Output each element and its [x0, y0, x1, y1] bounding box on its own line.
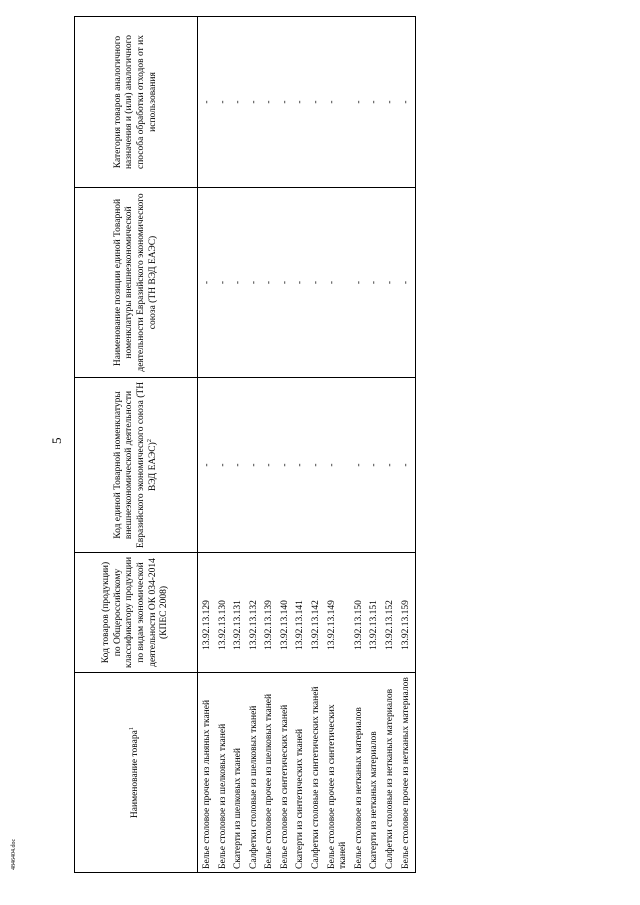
okpd-code-cell: 13.92.13.132	[248, 553, 264, 673]
category-cell: -	[310, 17, 326, 188]
product-name-cell: Скатерти из нетканых материалов	[368, 673, 384, 873]
tnved-name-cell: -	[384, 188, 400, 378]
tnved-name-cell: -	[217, 188, 233, 378]
table-row	[201, 17, 217, 873]
okpd-code-cell: 13.92.13.142	[310, 553, 326, 673]
okpd-code-cell: 13.92.13.139	[263, 553, 279, 673]
document-table-container	[74, 17, 610, 873]
tnved-code-cell: -	[279, 378, 295, 553]
header-tnved-name: Наименование позиции единой Товарной номенклатуры внешнеэкономической деятельности Евразийского экономического союза (ТН ВЭД ЕАЭС)	[75, 188, 198, 378]
footer-filename: 4846404.doc	[11, 838, 17, 870]
tnved-code-cell: -	[368, 378, 384, 553]
category-cell: -	[294, 17, 310, 188]
category-cell: -	[248, 17, 264, 188]
category-cell: -	[384, 17, 400, 188]
category-cell: -	[400, 17, 416, 188]
tnved-code-cell: -	[326, 378, 353, 553]
tnved-name-cell: -	[232, 188, 248, 378]
table-row	[263, 17, 279, 873]
header-category: Категория товаров аналогичного назначения и (или) аналогичного способа обработки отходов от их использования	[75, 17, 198, 188]
category-cell: -	[263, 17, 279, 188]
table-row	[310, 17, 326, 873]
table-header-row	[75, 17, 198, 873]
tnved-code-cell: -	[201, 378, 217, 553]
tnved-name-cell: -	[353, 188, 369, 378]
table-row	[326, 17, 353, 873]
table-row	[384, 17, 400, 873]
tnved-code-cell: -	[310, 378, 326, 553]
product-name-cell: Салфетки столовые из шелковых тканей	[248, 673, 264, 873]
tnved-code-cell: -	[263, 378, 279, 553]
tnved-name-cell: -	[248, 188, 264, 378]
category-cell: -	[326, 17, 353, 188]
product-name-cell: Белье столовое из синтетических тканей	[279, 673, 295, 873]
okpd-code-cell: 13.92.13.151	[368, 553, 384, 673]
product-name-cell: Салфетки столовые из синтетических тканей	[310, 673, 326, 873]
product-name-cell: Белье столовое прочее из нетканых материалов	[400, 673, 416, 873]
header-product-name: Наименование товара$^1$	[75, 673, 198, 873]
product-name-cell: Салфетки столовые из нетканых материалов	[384, 673, 400, 873]
tnved-name-cell: -	[400, 188, 416, 378]
okpd-code-cell: 13.92.13.129	[201, 553, 217, 673]
table-row	[248, 17, 264, 873]
tnved-code-cell: -	[217, 378, 233, 553]
tnved-name-cell: -	[368, 188, 384, 378]
product-name-cell: Белье столовое прочее из льняных тканей	[201, 673, 217, 873]
table-row	[400, 17, 416, 873]
tnved-name-cell: -	[294, 188, 310, 378]
table-row	[232, 17, 248, 873]
okpd-code-cell: 13.92.13.159	[400, 553, 416, 673]
tnved-name-cell: -	[310, 188, 326, 378]
page-number: 5	[49, 437, 64, 444]
okpd-code-cell: 13.92.13.131	[232, 553, 248, 673]
tnved-name-cell: -	[201, 188, 217, 378]
tnved-name-cell: -	[263, 188, 279, 378]
okpd-code-cell: 13.92.13.130	[217, 553, 233, 673]
header-tnved-code: Код единой Товарной номенклатуры внешнеэкономической деятельности Евразийского экономического союза (ТН ВЭД ЕАЭС)$^2$	[75, 378, 198, 553]
header-okpd-code: Код товаров (продукции) по Общероссийскому классификатору продукции по видам экономической деятельности ОК 034-2014 (КПЕС 2008)	[75, 553, 198, 673]
category-cell: -	[201, 17, 217, 188]
product-name-cell: Белье столовое из нетканых материалов	[353, 673, 369, 873]
okpd-code-cell: 13.92.13.140	[279, 553, 295, 673]
okpd-code-cell: 13.92.13.152	[384, 553, 400, 673]
goods-table	[74, 16, 416, 873]
tnved-code-cell: -	[353, 378, 369, 553]
okpd-code-cell: 13.92.13.149	[326, 553, 353, 673]
table-row	[279, 17, 295, 873]
tnved-code-cell: -	[400, 378, 416, 553]
product-name-cell: Белье столовое прочее из синтетических тканей	[326, 673, 353, 873]
product-name-cell: Скатерти из синтетических тканей	[294, 673, 310, 873]
table-row	[294, 17, 310, 873]
okpd-code-cell: 13.92.13.141	[294, 553, 310, 673]
okpd-code-cell: 13.92.13.150	[353, 553, 369, 673]
category-cell: -	[217, 17, 233, 188]
product-name-cell: Скатерти из шелковых тканей	[232, 673, 248, 873]
tnved-code-cell: -	[232, 378, 248, 553]
category-cell: -	[353, 17, 369, 188]
tnved-name-cell: -	[279, 188, 295, 378]
table-row	[368, 17, 384, 873]
tnved-name-cell: -	[326, 188, 353, 378]
product-name-cell: Белье столовое из шелковых тканей	[217, 673, 233, 873]
tnved-code-cell: -	[248, 378, 264, 553]
product-name-cell: Белье столовое прочее из шелковых тканей	[263, 673, 279, 873]
category-cell: -	[368, 17, 384, 188]
table-row	[217, 17, 233, 873]
category-cell: -	[279, 17, 295, 188]
tnved-code-cell: -	[384, 378, 400, 553]
tnved-code-cell: -	[294, 378, 310, 553]
category-cell: -	[232, 17, 248, 188]
table-row	[353, 17, 369, 873]
